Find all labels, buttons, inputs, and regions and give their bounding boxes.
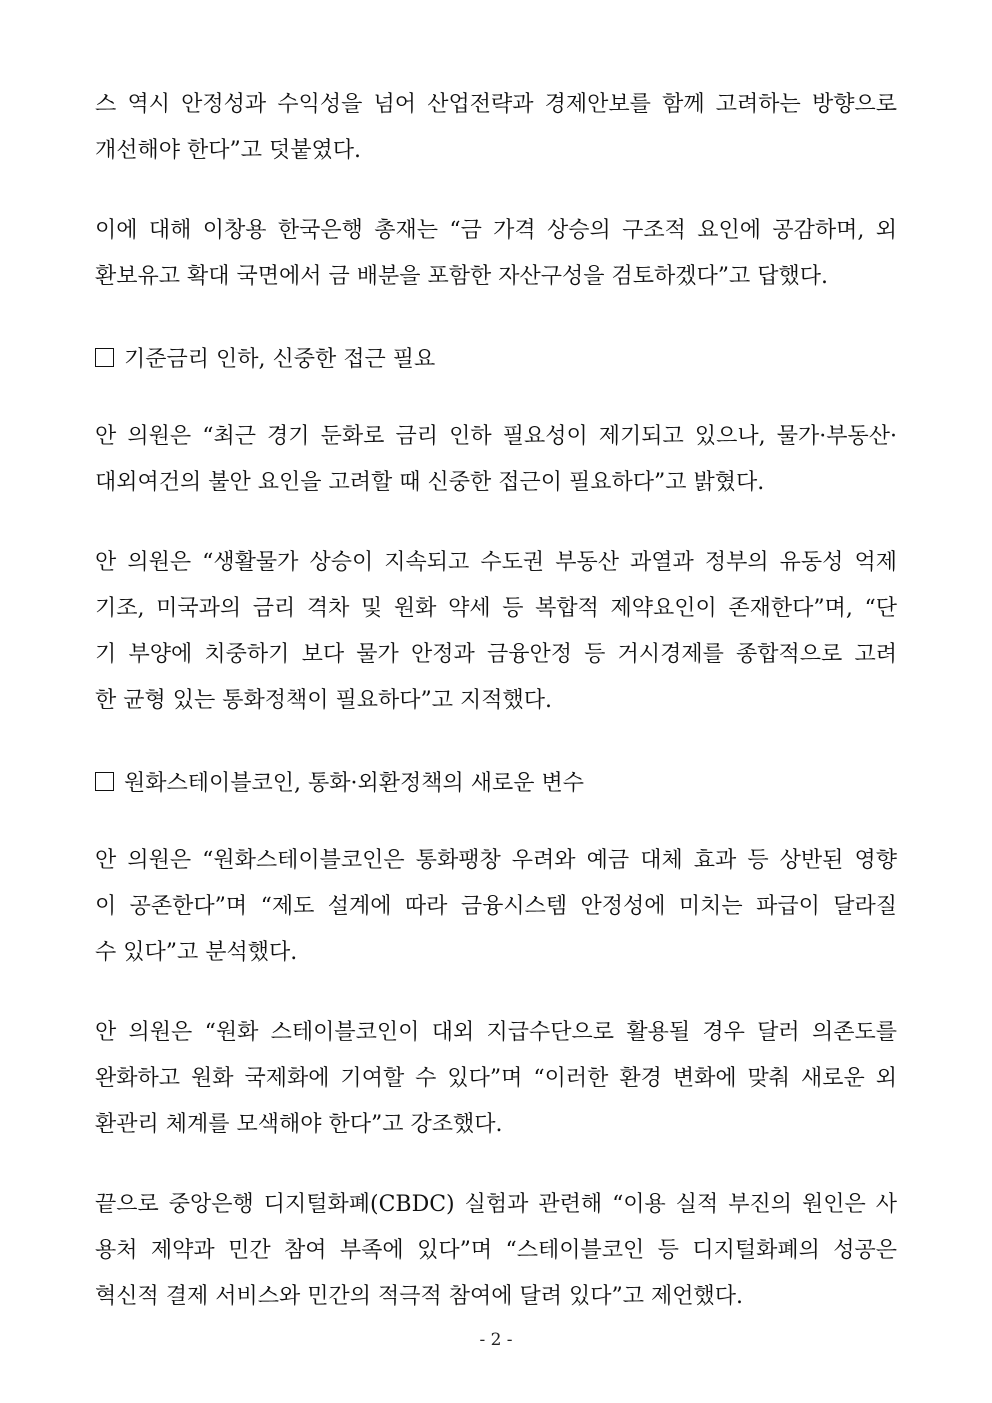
text-line: 안 의원은 “원화스테이블코인은 통화팽창 우려와 예금 대체 효과 등 상반된 영향: [95, 848, 897, 873]
paragraph: [95, 1182, 897, 1320]
page-number: - 2 -: [479, 1330, 513, 1350]
text-line: 용처 제약과 민간 참여 부족에 있다”며 “스테이블코인 등 디지털화폐의 성공은: [95, 1238, 897, 1263]
text-line: 한 균형 있는 통화정책이 필요하다”고 지적했다.: [95, 688, 552, 713]
text-line: 스 역시 안정성과 수익성을 넘어 산업전략과 경제안보를 함께 고려하는 방향으로: [95, 92, 897, 117]
text-line: 기조, 미국과의 금리 격차 및 원화 약세 등 복합적 제약요인이 존재한다”며, “단: [95, 596, 897, 621]
paragraph: [95, 1010, 897, 1148]
text-line: 환보유고 확대 국면에서 금 배분을 포함한 자산구성을 검토하겠다”고 답했다.: [95, 264, 828, 289]
text-line: 기 부양에 치중하기 보다 물가 안정과 금융안정 등 거시경제를 종합적으로 고려: [95, 642, 897, 667]
text-line: 끝으로 중앙은행 디지털화폐(CBDC) 실험과 관련해 “이용 실적 부진의 원인은 사: [95, 1192, 897, 1217]
text-line: 안 의원은 “원화 스테이블코인이 대외 지급수단으로 활용될 경우 달러 의존도를: [95, 1020, 897, 1045]
paragraph: [95, 414, 897, 506]
section-heading-text: 기준금리 인하, 신중한 접근 필요: [124, 346, 436, 372]
text-line: 수 있다”고 분석했다.: [95, 940, 298, 965]
section-heading: [95, 758, 897, 804]
text-line: 환관리 체계를 모색해야 한다”고 강조했다.: [95, 1112, 503, 1137]
text-line: 안 의원은 “최근 경기 둔화로 금리 인하 필요성이 제기되고 있으나, 물가·부동산·: [95, 424, 897, 449]
paragraph: [95, 540, 897, 724]
paragraph: [95, 82, 897, 174]
text-line: 안 의원은 “생활물가 상승이 지속되고 수도권 부동산 과열과 정부의 유동성 억제: [95, 550, 897, 575]
text-line: 이에 대해 이창용 한국은행 총재는 “금 가격 상승의 구조적 요인에 공감하며, 외: [95, 218, 897, 243]
section-heading-text: 원화스테이블코인, 통화·외환정책의 새로운 변수: [124, 770, 585, 796]
paragraph: [95, 838, 897, 976]
document-body: [95, 82, 897, 1354]
text-line: 이 공존한다”며 “제도 설계에 따라 금융시스템 안정성에 미치는 파급이 달라질: [95, 894, 897, 919]
text-line: 개선해야 한다”고 덧붙였다.: [95, 138, 361, 163]
paragraph: [95, 208, 897, 300]
text-line: 혁신적 결제 서비스와 민간의 적극적 참여에 달려 있다”고 제언했다.: [95, 1284, 743, 1309]
section-heading: [95, 334, 897, 380]
text-line: 완화하고 원화 국제화에 기여할 수 있다”며 “이러한 환경 변화에 맞춰 새로운 외: [95, 1066, 897, 1091]
text-line: 대외여건의 불안 요인을 고려할 때 신중한 접근이 필요하다”고 밝혔다.: [95, 470, 765, 495]
square-bullet-icon: [95, 772, 114, 791]
square-bullet-icon: [95, 348, 114, 367]
